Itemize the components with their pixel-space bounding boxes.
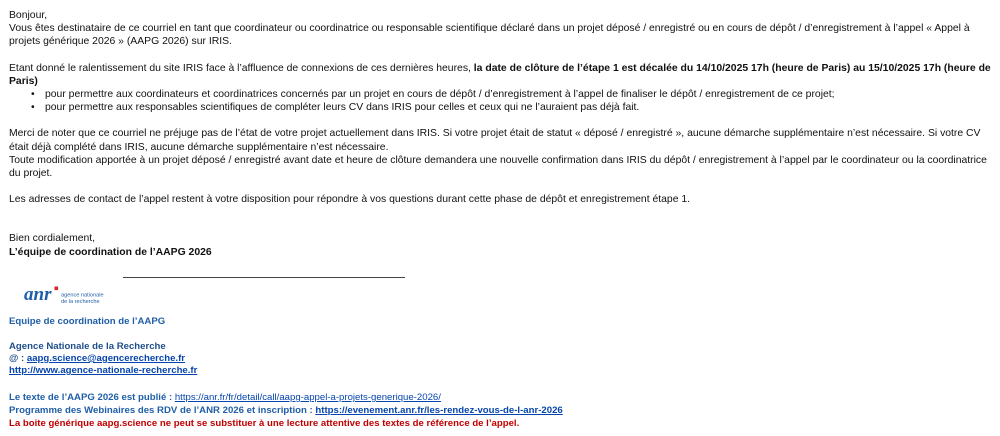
bullet-list xyxy=(9,88,995,114)
signature-agency: Agence Nationale de la Recherche xyxy=(9,341,166,352)
notice-paragraph xyxy=(9,62,995,88)
webinars-line: Programme des Webinaires des RDV de l’ANR 2026 et inscription : https://evenement.anr.fr/les-rendez-vous-de-l-anr-2026 xyxy=(9,405,563,416)
logo-red-square xyxy=(55,287,59,291)
aapg-text-link[interactable]: https://anr.fr/fr/detail/call/aapg-appel-a-projets-generique-2026/ xyxy=(174,392,441,403)
greeting: Bonjour, xyxy=(9,10,48,21)
published-line: Le texte de l’AAPG 2026 est publié : https://anr.fr/fr/detail/call/aapg-appel-a-projets-generique-2026/ xyxy=(9,392,441,403)
signature-team: Equipe de coordination de l’AAPG xyxy=(9,316,166,327)
anr-logo xyxy=(24,285,116,307)
email-body xyxy=(9,9,995,259)
modification-paragraph: Toute modification apportée à un projet déposé / enregistré avant date et heure de clôture demandera une nouvelle confirmation dans IRIS du dépôt / enregistrement à l’appel par le coordinateur ou la coordinatrice du projet. xyxy=(9,154,987,180)
website-link[interactable]: http://www.agence-nationale-recherche.fr xyxy=(9,365,198,376)
bullet-icon: • xyxy=(31,89,35,101)
list-item: • pour permettre aux responsables scientifiques de compléter leurs CV dans IRIS pour celles et ceux qui ne l’auraient pas déjà fait. xyxy=(31,102,640,114)
logo-subtitle-2: de la recherche xyxy=(61,299,100,305)
notice-prefix: Etant donné le ralentissement du site IRIS face à l’affluence de connexions de ces dernières heures, xyxy=(9,62,474,74)
deadline-change: la date de clôture de l’étape 1 est décalée du 14/10/2025 17h (heure de Paris) au 15/10/2025 17h (heure de Paris) xyxy=(9,62,991,87)
bullet-icon: • xyxy=(31,102,35,114)
signature-email-line: @ : aapg.science@agencerecherche.fr xyxy=(9,353,186,364)
contact-paragraph: Les adresses de contact de l’appel restent à votre disposition pour répondre à vos questions durant cette phase de dépôt et enregistrement étape 1. xyxy=(9,194,691,206)
note-paragraph: Merci de noter que ce courriel ne préjuge pas de l’état de votre projet actuellement dans IRIS. Si votre projet était de statut « déposé / enregistré », aucune démarche supplémentaire n’est nécessaire. Si votre CV était déjà complété dans IRIS, aucune démarche supplémentaire n’est nécessaire. xyxy=(9,128,981,153)
closing: Bien cordialement, xyxy=(9,233,96,245)
logo-wordmark: anr xyxy=(24,285,52,305)
team-signoff: L’équipe de coordination de l’AAPG 2026 xyxy=(9,246,212,258)
webinars-link[interactable]: https://evenement.anr.fr/les-rendez-vous-de-l-anr-2026 xyxy=(315,405,563,416)
logo-subtitle-1: agence nationale xyxy=(61,292,104,299)
warning-line: La boite générique aapg.science ne peut se substituer à une lecture attentive des textes de référence de l’appel. xyxy=(9,418,520,429)
email-link[interactable]: aapg.science@agencerecherche.fr xyxy=(26,353,186,364)
signature-divider xyxy=(123,277,405,278)
signature-website-line xyxy=(9,365,995,377)
list-item: • pour permettre aux coordinateurs et coordinatrices concernés par un projet en cours de dépôt / d’enregistrement à l’appel de finaliser le dépôt / enregistrement de ce projet; xyxy=(31,89,835,101)
intro-paragraph: Vous êtes destinataire de ce courriel en tant que coordinateur ou coordinatrice ou responsable scientifique déclaré dans un projet déposé / enregistré ou en cours de dépôt / d’enregistrement à l’appel « Appel à projets générique 2026 » (AAPG 2026) sur IRIS. xyxy=(9,23,970,48)
